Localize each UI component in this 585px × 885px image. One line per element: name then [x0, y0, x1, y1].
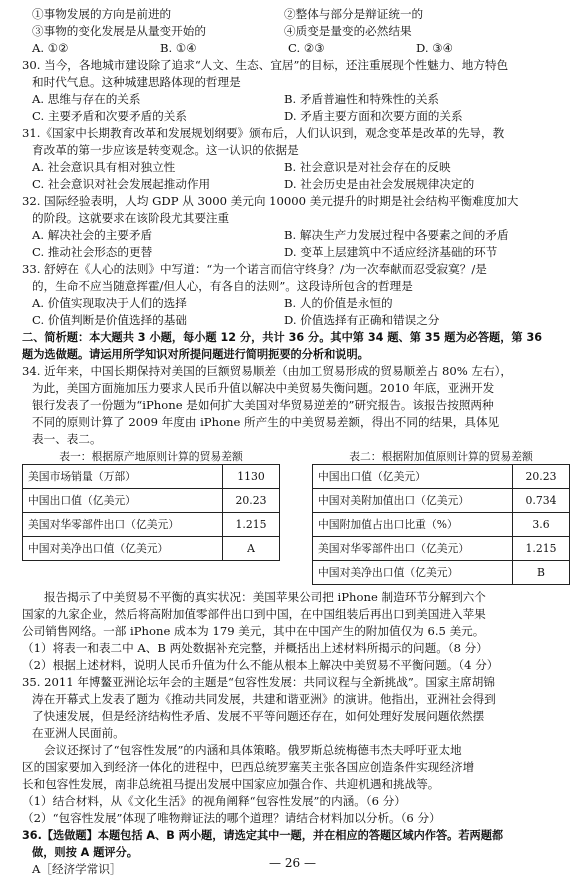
table-cell-label: 美国对华零部件出口（亿美元）	[23, 513, 223, 537]
q33-stem-line1: 33. 舒婷在《人心的法则》中写道：“为一个诺言而信守终身？/为一次奉献而忍受寂寞？/是	[22, 262, 487, 276]
table-cell-label: 中国附加值占出口比重（%）	[313, 513, 513, 537]
q32-option-d: D. 变革上层建筑中不适应经济基础的环节	[284, 245, 498, 259]
table-2-grid	[312, 464, 570, 585]
q30-option-a: A. 思维与存在的关系	[32, 92, 141, 106]
q32-option-b: B. 解决生产力发展过程中各要素之间的矛盾	[284, 228, 509, 242]
exam-page	[22, 6, 570, 878]
question-32	[22, 193, 570, 261]
table-cell-label: 中国出口值（亿美元）	[23, 489, 223, 513]
q31-option-d: D. 社会历史是由社会发展规律决定的	[284, 177, 475, 191]
q31-stem-line2: 育改革的第一步应该是转变观念。这一认识的依据是	[32, 143, 299, 157]
q36-line3: A［经济学常识］	[32, 862, 122, 876]
q32-stem-line1: 32. 国际经验表明，人均 GDP 从 3000 美元向 10000 美元提升的时期是社会结构平衡难度加大	[22, 194, 519, 208]
q35-line4: 在亚洲人民面前。	[32, 726, 125, 740]
table-cell-label: 中国对美净出口值（亿美元）	[23, 537, 223, 561]
table-cell-value: 1.215	[513, 537, 570, 561]
q34-line4: 不同的原则计算了 2009 年度由 iPhone 所产生的中美贸易差额，得出不同的结果，具体见	[32, 415, 500, 429]
q31-stem-line1: 31.《国家中长期教育改革和发展规划纲要》颁布后，人们认识到，观念变革是改革的先导，教	[22, 126, 505, 140]
statements-row-2	[22, 23, 570, 40]
table-cell-value: 0.734	[513, 489, 570, 513]
table-cell-value: B	[513, 561, 570, 585]
table-cell-value: 1.215	[223, 513, 280, 537]
question-34	[22, 363, 570, 674]
q33-options-row1	[22, 295, 570, 312]
q33-option-d: D. 价值选择有正确和错误之分	[284, 313, 440, 327]
q35-para-line1: 会议还探讨了“包容性发展”的内涵和具体策略。俄罗斯总统梅德韦杰夫呼吁亚太地	[44, 743, 462, 757]
question-35	[22, 674, 570, 827]
table-cell-label: 美国对华零部件出口（亿美元）	[313, 537, 513, 561]
question-30	[22, 57, 570, 125]
q34-line5: 表一、表二。	[32, 432, 102, 446]
table-cell-label: 美国市场销量（万部）	[23, 465, 223, 489]
q35-subquestion-1: （1）结合材料，从《文化生活》的视角阐释“包容性发展”的内涵。（6 分）	[22, 794, 406, 808]
q35-line3: 了快速发展，但是经济结构性矛盾、发展不平等问题还存在，如何处理好发展问题依然摆	[32, 709, 485, 723]
table-cell-label: 中国对美附加值出口（亿美元）	[313, 489, 513, 513]
q34-subquestion-2: （2）根据上述材料，说明人民币升值为什么不能从根本上解决中美贸易不平衡问题。（4 分）	[22, 658, 499, 672]
q34-report-line1: 报告揭示了中美贸易不平衡的真实状况：美国苹果公司把 iPhone 制造环节分解到六个	[44, 590, 486, 604]
top-options	[22, 40, 570, 57]
q32-option-a: A. 解决社会的主要矛盾	[32, 228, 153, 242]
statement-2: ②整体与部分是辩证统一的	[284, 7, 424, 21]
table-row	[313, 465, 570, 489]
table-2	[312, 449, 570, 585]
q34-report-line2: 国家的九家企业，然后将高附加值零部件出口到中国，在中国组装后再出口到美国进入苹果	[22, 607, 486, 621]
q30-options-row1	[22, 91, 570, 108]
q30-option-c: C. 主要矛盾和次要矛盾的关系	[32, 109, 187, 123]
q32-options-row2	[22, 244, 570, 261]
q34-subquestion-1: （1）将表一和表二中 A、B 两处数据补充完整，并概括出上述材料所揭示的问题。（8 分）	[22, 641, 488, 655]
q30-stem-line1: 30. 当今，各地城市建设除了追求“人文、生态、宜居”的目标，还注重展现个性魅力、地方特色	[22, 58, 509, 72]
q30-options-row2	[22, 108, 570, 125]
page-number: — 26 —	[269, 856, 316, 870]
statement-1: ①事物发展的方向是前进的	[32, 7, 172, 21]
table-row	[23, 537, 280, 561]
q33-options-row2	[22, 312, 570, 329]
q34-tables	[22, 449, 570, 585]
option-d: D. ③④	[416, 41, 454, 55]
q36-line2: 做，则按 A 题评分。	[32, 846, 138, 859]
option-c: C. ②③	[288, 41, 325, 55]
table-row	[23, 465, 280, 489]
q33-stem-line2: 的，生命不应当随意挥霍/但人心，有各自的法则”。这段诗所包含的哲理是	[32, 279, 413, 293]
question-31	[22, 125, 570, 193]
q32-stem-line2: 的阶段。这就要求在该阶段尤其要注重	[32, 211, 230, 225]
table-row	[23, 489, 280, 513]
q35-para-line2: 区的国家要加入到经济一体化的进程中，巴西总统罗塞芙主张各国应创造条件实现经济增	[22, 760, 475, 774]
q36-line1: 36.【选做题】本题包括 A、B 两小题，请选定其中一题，并在相应的答题区域内作答。若两题都	[22, 829, 504, 842]
table-row	[313, 561, 570, 585]
table-1-grid	[22, 464, 280, 561]
q33-option-a: A. 价值实现取决于人们的选择	[32, 296, 187, 310]
section-2-line2: 题为选做题。请运用所学知识对所提问题进行简明扼要的分析和说明。	[22, 348, 369, 361]
table-row	[313, 513, 570, 537]
table-cell-label: 中国对美净出口值（亿美元）	[313, 561, 513, 585]
q32-options-row1	[22, 227, 570, 244]
table-row	[313, 537, 570, 561]
q33-option-c: C. 价值判断是价值选择的基础	[32, 313, 187, 327]
table-cell-value: 1130	[223, 465, 280, 489]
q31-option-c: C. 社会意识对社会发展起推动作用	[32, 177, 211, 191]
q34-line2: 为此，美国方面施加压力要求人民币升值以解决中美贸易失衡问题。2010 年底，亚洲开发	[32, 381, 495, 395]
q30-option-d: D. 矛盾主要方面和次要方面的关系	[284, 109, 463, 123]
q35-subquestion-2: （2）“包容性发展”体现了唯物辩证法的哪个道理？请结合材料加以分析。（6 分）	[22, 811, 441, 825]
q30-stem-line2: 和时代气息。这种城建思路体现的哲理是	[32, 75, 241, 89]
q34-report-line3: 公司销售网络。一部 iPhone 成本为 179 美元，其中在中国产生的附加值仅为 6.5 美元。	[22, 624, 485, 638]
statement-3: ③事物的变化发展是从量变开始的	[32, 24, 206, 38]
table-cell-value: A	[223, 537, 280, 561]
q35-para-line3: 长和包容性发展，南非总统祖马提出发展中国家应加强合作、共迎机遇和挑战等。	[22, 777, 440, 791]
q31-options-row1	[22, 159, 570, 176]
q35-line1: 35. 2011 年博鳌亚洲论坛年会的主题是“包容性发展：共同议程与全新挑战”。国家主席胡锦	[22, 675, 495, 689]
section-2-header	[22, 329, 570, 363]
q32-option-c: C. 推动社会形态的更替	[32, 245, 153, 259]
table-2-caption: 表二：根据附加值原则计算的贸易差额	[349, 450, 533, 463]
q33-option-b: B. 人的价值是永恒的	[284, 296, 393, 310]
table-1	[22, 449, 280, 585]
table-row	[23, 513, 280, 537]
statements-row-1	[22, 6, 570, 23]
q30-option-b: B. 矛盾普遍性和特殊性的关系	[284, 92, 440, 106]
table-1-caption: 表一：根据原产地原则计算的贸易差额	[59, 450, 243, 463]
table-cell-value: 3.6	[513, 513, 570, 537]
table-cell-label: 中国出口值（亿美元）	[313, 465, 513, 489]
q31-option-b: B. 社会意识是对社会存在的反映	[284, 160, 451, 174]
table-cell-value: 20.23	[223, 489, 280, 513]
option-a: A. ①②	[32, 41, 69, 55]
q31-options-row2	[22, 176, 570, 193]
q31-option-a: A. 社会意识具有相对独立性	[32, 160, 176, 174]
q34-line1: 34. 近年来，中国长期保持对美国的巨额贸易顺差（由加工贸易形成的贸易顺差占 80% 左右），	[22, 364, 513, 378]
q34-line3: 银行发表了一份题为“iPhone 是如何扩大美国对华贸易逆差的”研究报告。该报告按照两种	[32, 398, 494, 412]
table-cell-value: 20.23	[513, 465, 570, 489]
question-33	[22, 261, 570, 329]
statement-4: ④质变是量变的必然结果	[284, 24, 412, 38]
q35-line2: 涛在开幕式上发表了题为《推动共同发展，共建和谐亚洲》的演讲。他指出，亚洲社会得到	[32, 692, 496, 706]
option-b: B. ①④	[160, 41, 197, 55]
table-row	[313, 489, 570, 513]
section-2-line1: 二、简析题：本大题共 3 小题，每小题 12 分，共计 36 分。其中第 34 题、第 35 题为必答题，第 36	[22, 331, 543, 344]
